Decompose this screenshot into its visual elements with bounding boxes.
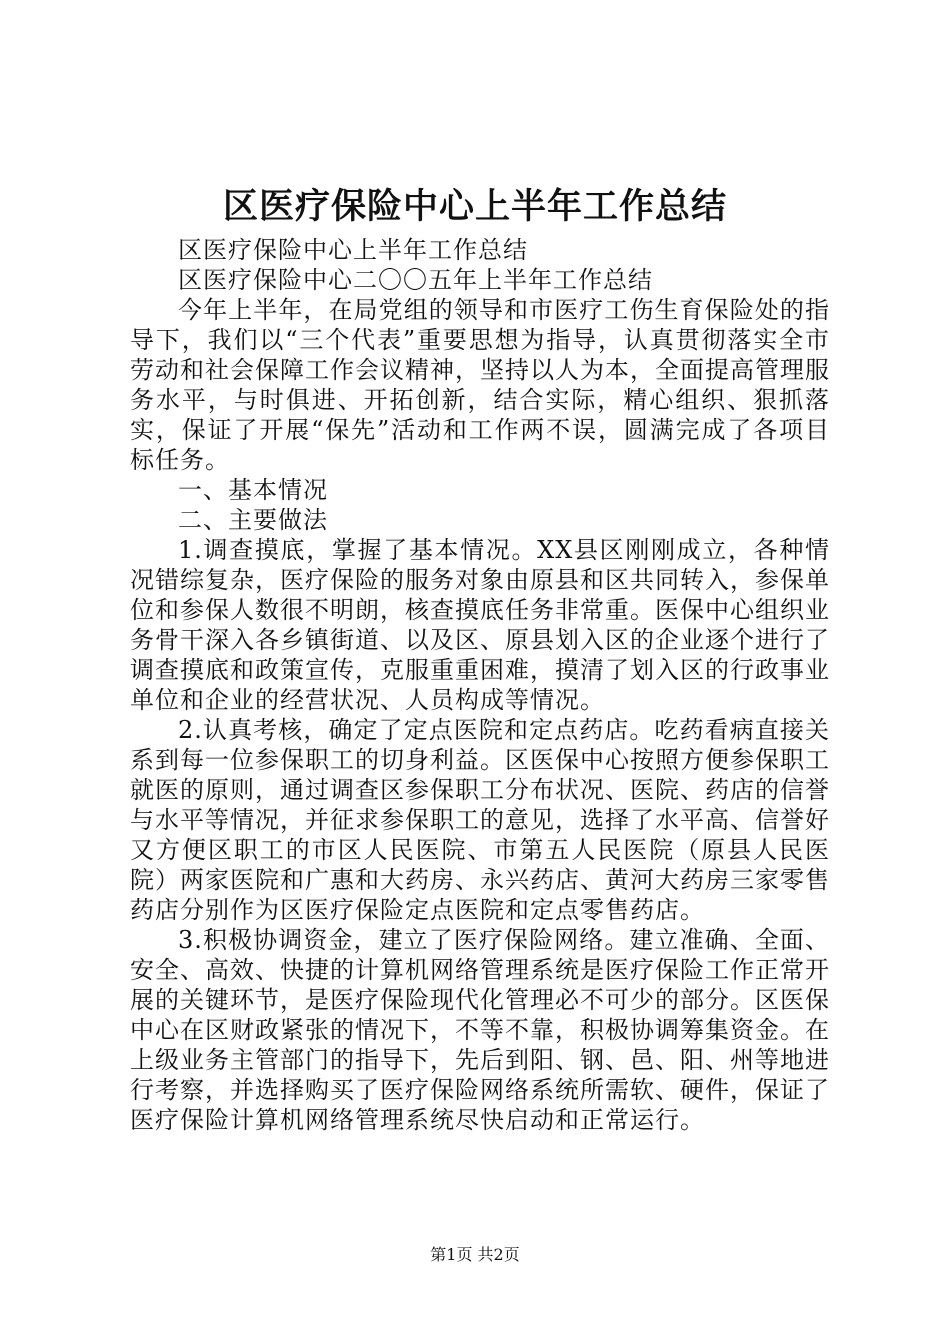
intro-paragraph: 今年上半年，在局党组的领导和市医疗工伤生育保险处的指导下，我们以“三个代表”重要思想为指导，认真贯彻落实全市劳动和社会保障工作会议精神，坚持以人为本，全面提高管理服务水平，与时俱进、开拓创新，结合实际，精心组织、狠抓落实，保证了开展“保先”活动和工作两不误，圆满完成了各项目标任务。 bbox=[130, 296, 830, 474]
section-heading: 一、基本情况 bbox=[178, 476, 328, 504]
page-indicator: 第1页 共2页 bbox=[430, 1245, 520, 1264]
section-heading: 二、主要做法 bbox=[178, 506, 328, 534]
document-body bbox=[130, 235, 830, 1135]
body-paragraph: 1.调查摸底，掌握了基本情况。XX县区刚刚成立，各种情况错综复杂，医疗保险的服务对象由原县和区共同转入，参保单位和参保人数很不明朗，核查摸底任务非常重。医保中心组织业务骨干深入各乡镇街道、以及区、原县划入区的企业逐个进行了调查摸底和政策宣传，克服重重困难，摸清了划入区的行政事业单位和企业的经营状况、人员构成等情况。 bbox=[130, 536, 830, 714]
subtitle-paragraph: 区医疗保险中心二〇〇五年上半年工作总结 bbox=[178, 266, 653, 294]
subtitle-paragraph: 区医疗保险中心上半年工作总结 bbox=[178, 236, 528, 264]
body-paragraph: 2.认真考核，确定了定点医院和定点药店。吃药看病直接关系到每一位参保职工的切身利益。区医保中心按照方便参保职工就医的原则，通过调查区参保职工分布状况、医院、药店的信誉与水平等情况，并征求参保职工的意见，选择了水平高、信誉好又方便区职工的市区人民医院、市第五人民医院（原县人民医院）两家医院和广惠和大药房、永兴药店、黄河大药房三家零售药店分别作为区医疗保险定点医院和定点零售药店。 bbox=[130, 716, 830, 924]
document-title: 区医疗保险中心上半年工作总结 bbox=[222, 186, 727, 227]
body-paragraph: 3.积极协调资金，建立了医疗保险网络。建立准确、全面、安全、高效、快捷的计算机网络管理系统是医疗保险工作正常开展的关键环节，是医疗保险现代化管理必不可少的部分。区医保中心在区财政紧张的情况下，不等不靠，积极协调筹集资金。在上级业务主管部门的指导下，先后到阳、钢、邑、阳、州等地进行考察，并选择购买了医疗保险网络系统所需软、硬件，保证了医疗保险计算机网络管理系统尽快启动和正常运行。 bbox=[130, 926, 830, 1134]
